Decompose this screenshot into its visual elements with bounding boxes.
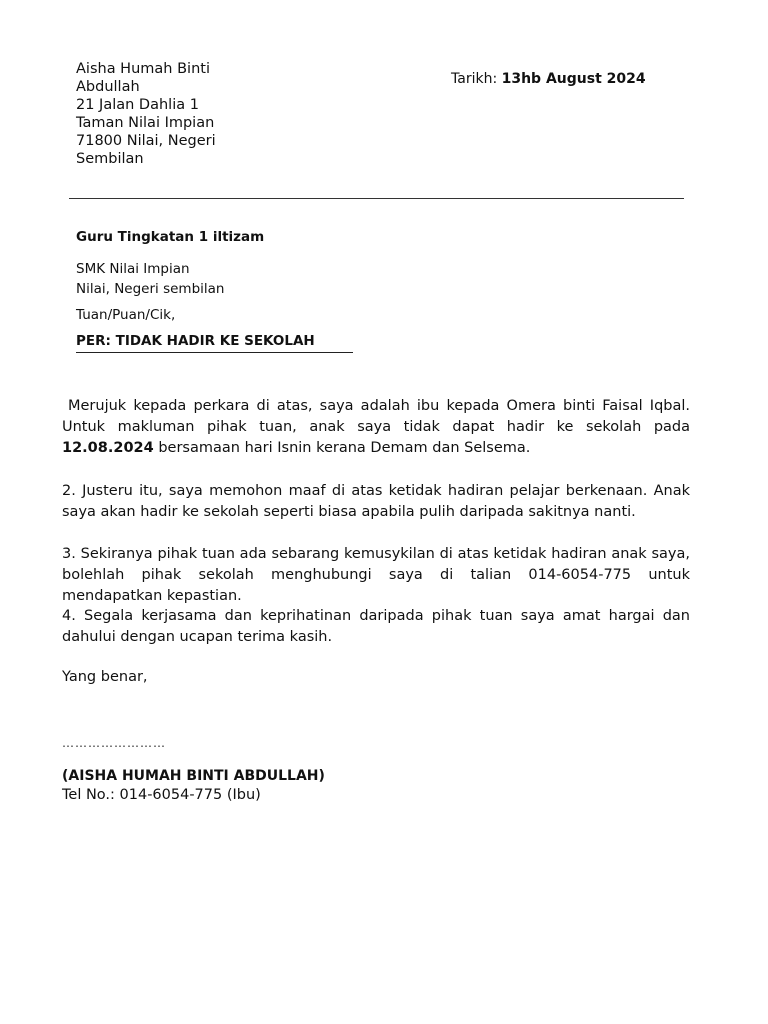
closing: Yang benar, (62, 669, 148, 685)
signature-line: …………………… (62, 736, 166, 750)
date-label: Tarikh: (451, 71, 498, 87)
signatory-name: (AISHA HUMAH BINTI ABDULLAH) (62, 768, 325, 784)
absence-date: 12.08.2024 (62, 440, 154, 456)
sender-address (76, 60, 246, 168)
paragraph-2: 2. Justeru itu, saya memohon maaf di atas ketidak hadiran pelajar berkenaan. Anak saya akan hadir ke sekolah seperti biasa apabila pulih daripada sakitnya nanti. (62, 483, 690, 520)
letter-date (451, 71, 646, 87)
sender-address-line: Sembilan (76, 151, 144, 167)
date-value: 13hb August 2024 (501, 71, 646, 87)
paragraph-1-text: Merujuk kepada perkara di atas, saya adalah ibu kepada Omera binti Faisal Iqbal. Untuk makluman pihak tuan, anak saya tidak dapat hadir ke sekolah pada (62, 398, 690, 435)
sender-address-line: Aisha Humah Binti (76, 61, 210, 77)
paragraph-4: 4. Segala kerjasama dan keprihatinan daripada pihak tuan saya amat hargai dan dahului dengan ucapan terima kasih. (62, 608, 690, 645)
recipient-address (76, 259, 224, 299)
sender-address-line: Abdullah (76, 79, 140, 95)
signatory-phone: Tel No.: 014-6054-775 (Ibu) (62, 787, 261, 803)
subject-line: PER: TIDAK HADIR KE SEKOLAH (76, 333, 353, 353)
paragraph-3: 3. Sekiranya pihak tuan ada sebarang kemusykilan di atas ketidak hadiran anak saya, bolehlah pihak sekolah menghubungi saya di talian 014-6054-775 untuk mendapatkan kepastian. (62, 546, 690, 604)
recipient-title: Guru Tingkatan 1 iltizam (76, 229, 265, 245)
recipient-address-line: Nilai, Negeri sembilan (76, 281, 225, 297)
salutation: Tuan/Puan/Cik, (76, 307, 176, 323)
recipient-address-line: SMK Nilai Impian (76, 261, 190, 277)
header-divider (69, 198, 684, 199)
paragraph-1-text-end: bersamaan hari Isnin kerana Demam dan Selsema. (153, 440, 531, 456)
sender-address-line: 71800 Nilai, Negeri (76, 133, 216, 149)
sender-address-line: Taman Nilai Impian (76, 115, 215, 131)
paragraph-1 (62, 396, 690, 459)
sender-address-line: 21 Jalan Dahlia 1 (76, 97, 199, 113)
